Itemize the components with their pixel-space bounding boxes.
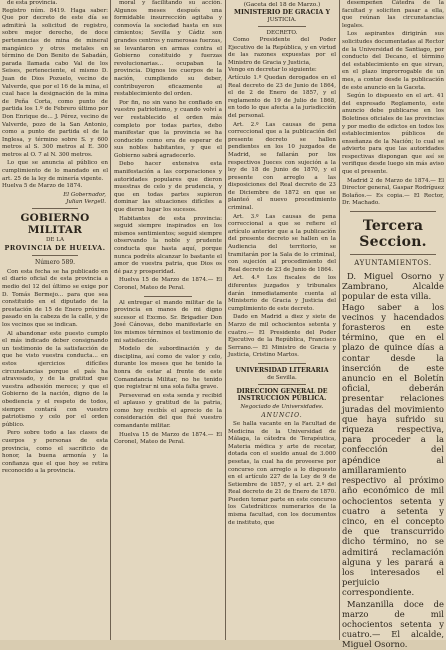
directorate-heading: DIRECCION GENERAL DE INSTRUCCION PÚBLICA. [236, 387, 328, 402]
announcement-text: Se halla vacante en la Facultad de Medicina de la Universidad de Málaga, la cátedra de Terapéutica, Materia médica y arte de recetar, dotada con el sueldo anual de 3.000 pesetas, la cual ha de proveerse por concurso con arreglo a lo dispuesto en el artículo 227 de la Ley de 9 de Setiembre de 1857, y el art. 2.º del Real decreto de 21 de Enero de 1870. Pueden tomar parte en este concurso los Catedráticos numerarios de la misma facultad, con los documentos de instituto, que [228, 420, 336, 526]
announcement-text: desempeñen Cátedra de la facultad y soliciten pasar a ella, que reúnan las circunstancias legales. [342, 0, 444, 29]
town-councils-heading: AYUNTAMIENTOS. [354, 259, 432, 268]
farewell-signature: Huelva 15 de Marzo de 1874.— El Coronel, Mateo de Peral. [114, 277, 222, 291]
decree-heading: DECRETO. [266, 30, 298, 36]
gazette-citation: (Gaceta del 18 de Marzo.) [243, 2, 321, 8]
section-divider [32, 255, 78, 256]
section-divider [350, 211, 436, 212]
column-1 [2, 0, 108, 640]
ministry-heading: MINISTERIO DE GRACIA Y [234, 9, 330, 16]
section-divider [258, 363, 306, 364]
notice-number: Número 589. [34, 258, 76, 266]
section-heading: GOBIERNO MILITAR [20, 211, 90, 236]
decree-text: Art. 2.º Las causas de pena correccional que a la publicación del presente decreto se hallen pendientes en los 10 juzgados de Madrid, se fallarán por los respectivos Jueces con sujeción a la ley de 18 de Junio de 1870, y el presente con arreglo a las disposiciones del Real decreto de 23 de Diciembre de 1872 en que se planteó el nuevo procedimiento criminal. [228, 121, 336, 212]
signature-title: El Gobernador, [63, 191, 106, 198]
announcement-heading: ANUNCIO. [261, 411, 303, 419]
decree-text: Art. 3.º Las causas de pena correccional a que se refiere el artículo anterior que a la publicación del presente decreto se hallen en la Audiencia del territorio, se tramitarán por la Sala de lo criminal, con sujeción al procedimiento del Real decreto de 23 de Junio de 1864. [228, 213, 336, 273]
military-farewell: Al abandonar este puesto cumplo el más indicado deber consignando un testimonio de la satisfacción de que he visto vuestra conducta... en estos ejercicios difíciles circunstancias porque el país ha atravesado, y de la gratitud que vuestra adhesión merece; y que el Gobierno de la nación, digno de la obediencia y el respeto de todos, siempre contará con vuestro patriotismo y celo por el orden público. [2, 330, 108, 428]
section-divider [258, 384, 306, 385]
section-divider [144, 296, 192, 297]
mining-notice-closing: Lo que se anuncia al público en cumplimiento de lo mandado en el art. 25 de la ley de minería vigente. Huelva 5 de Marzo de 1874. [2, 160, 108, 190]
signature-name: Julian Vergell. [66, 198, 106, 205]
column-rule [225, 0, 226, 640]
university-heading: UNIVERSIDAD LITERARIA [235, 366, 329, 374]
column-3 [228, 0, 336, 640]
announcement-text: Los aspirantes dirigirán sus solicitudes documentadas al Rector de la Universidad de Santiago, por conducto del Decano, el término del establecimiento en que sirvan, en el plazo improrrogable de un mes, a contar desde la publicación de este anuncio en la Gaceta. [342, 31, 444, 91]
column-4 [342, 0, 444, 650]
third-section-heading: Tercera Seccion. [359, 218, 427, 251]
handover-text: Perseverad en esta senda y recibid el aplauso y gratitud de la patria, como hoy recibís el aprecio de la consideración del que fué vuestro comandante militar. [114, 392, 222, 430]
section-divider [258, 26, 306, 27]
mining-notice: de esta provincia. Registro núm. 8419. Haga saber: Que por decreto de este día se admitirá la solicitud de registro, sobre mejor derecho, de doce pertenencias de mina de mineral mangánico y otros metales en término de Don Benito de Sabadán, parada llamada cabo Val de los Seises, perteneciente, el mismo D. Juan de Dios Pozuelo, vecino de Valverde, que por el 16 de la mina, el cual hace la designación de la mina de Peña Corta, como punto de partida los 1.º de Febrero último por Don Enrique de... J. Pérez, vecino de Valverde, pozo de la San Antonio, como a punto de partida el de la Inglesa, y término sobre S. y 600 metros al S. 300 metros al E. 300 metros al O. 7 al N. 300 metros. [2, 0, 108, 158]
column-rule [110, 0, 111, 640]
decree-signature: Dado en Madrid a diez y siete de Marzo de mil ochocientos setenta y cuatro.— El Presidente del Poder Ejecutivo de la República, Francisco Serrano.— El Ministro de Gracia y Justicia, Cristino Martos. [228, 314, 336, 359]
section-divider [350, 254, 436, 255]
mayor-signature: Manzanilla doce de marzo de mil ochocientos setenta y cuatro.— El alcalde, Miguel Osorno. [342, 598, 444, 650]
handover-text: Modelo de subordinación y de disciplina, así como de valor y celo, durante los meses que he tenido la honra de estar al frente de este Comandancia Militar, no he tenido que registrar ni una sola falta grave. [114, 346, 222, 391]
decree-text: Como Presidente del Poder Ejecutivo de la República, y en virtud de las razones expuestas por el Ministro de Gracia y Justicia, Vengo en decretar lo siguiente: Artículo 1.º Quedan derogados en el Real decreto de 23 de Junio de 1864, el de 2 de Enero de 1857, y el reglamento de 19 de Julio de 1868, en todo lo que afecta a la jurisdicción del personal. [228, 37, 336, 119]
column-2 [114, 0, 222, 640]
university-subheading: de Sevilla. [267, 374, 297, 381]
farewell-text: Por fin, no sin vano he confiado en vuestro patriotismo, y cuando volví a ver restablecido el orden más completo por todas partes, debo manifestar que la provincia se ha conducido como era de esperar de sus nobles habitantes, y que el Gobierno sabrá agradecerlo. [114, 99, 222, 159]
column-rule [339, 0, 340, 640]
decree-text: Art. 4.º Los fiscales de los diferentes juzgados y tribunales darán inmediatamente cuenta al Ministerio de Gracia y Justicia del cumplimiento de este decreto. [228, 275, 336, 312]
section-subheading: PROVINCIA DE HUELVA. [4, 243, 106, 252]
section-heading-connector: DE LA [45, 236, 65, 243]
handover-signature: Huelva 15 de Marzo de 1874.— El Coronel, Mateo de Peral. [114, 431, 222, 446]
announcement-signature: Madrid 2 de Marzo de 1874.— El Director general, Gaspar Rodríguez Bolaños.— Es copia.— El Rector, Dr. Machado. [342, 177, 444, 207]
handover-text: Al entregar el mando militar de la provincia en manos de mi digno sucesor el Excmo. Sr. Brigadier Don José Cánovas, debo manifestarle en los mismos términos el testimonio de mi satisfacción. [114, 299, 222, 344]
farewell-text: Habitantes de esta provincia: seguid siempre inspirados en los mismos sentimientos; seguid siempre observando la noble y prudente conducta que hasta aquí, porque nunca podréis alcanzar lo bastante el amor de vuestra patria, que Dios os dé paz y prosperidad. [114, 215, 222, 275]
farewell-text: Debo hacer extensiva esta manifestación a las corporaciones y autoridades populares que dieron muestras de celo y de prudencia, y que en todas partes supieron dominar las situaciones difíciles a que dieron lugar los sucesos. [114, 161, 222, 214]
military-farewell-continued: Pero sobre todo a las clases de cuerpos y personas de esta provincia, como el sacrificio de honor, la buena armonía y la confianza que el que hoy se retira reconocido a la provincia. [2, 430, 108, 475]
announcement-text: Según lo dispuesto en el art. 41 del expresado Reglamento, este anuncio debe publicarse en los Boletines oficiales de las provincias y por medio de edictos en todos los establecimientos públicos de enseñanza de la Nación; lo cual se advierte para que las autoridades respectivas dispongan que así se verifique desde luego sin más aviso que el presente. [342, 93, 444, 176]
directorate-subheading: Negociado de Universidades. [240, 403, 324, 410]
military-notice: Con esta fecha se ha publicado en el diario oficial de esta provincia a medio del 12 del último se exige por D. Tomás Bermejo... para que sea constituido en el diputado de la prestación de 15 de Enero próximo pasado en la cabeza de la calle, y de los vecinos que se indican. [2, 268, 108, 328]
farewell-text: moral y facilitando su acción. Algunos meses después una formidable insurrección agitaba y conmovía la sociedad hasta en sus cimientos; Sevilla y Cádiz son grandes centros y numerosas fuerzas, se levantaron en armas contra el Gobierno constituido y fuerzas revolucionarias... ocupaban la provincia. Dignos los cuerpos de la nación, cumpliendo su deber, contribuyeron eficazmente al restablecimiento del orden. [114, 0, 222, 98]
ministry-heading-2: JUSTICIA. [267, 17, 297, 23]
section-divider [32, 208, 78, 209]
mayor-notice: D. Miguel Osorno y Zambrano, Alcalde popular de esta villa. Hago saber a los vecinos y hacendados forasteros en este término, que en el plazo de quince días a contar desde la inserción de este anuncio en el Boletín oficial, deberán presentar relaciones juradas del movimiento que haya sufrido su riqueza respectiva, para proceder a la confección del apéndice al amillaramiento respectivo al próximo año económico de mil ochocientos setenta y cuatro a setenta y cinco, en el concepto de que transcurrido dicho término, no se admitirá reclamación alguna y les parará a los interesados el perjuicio correspondiente. [342, 271, 444, 598]
